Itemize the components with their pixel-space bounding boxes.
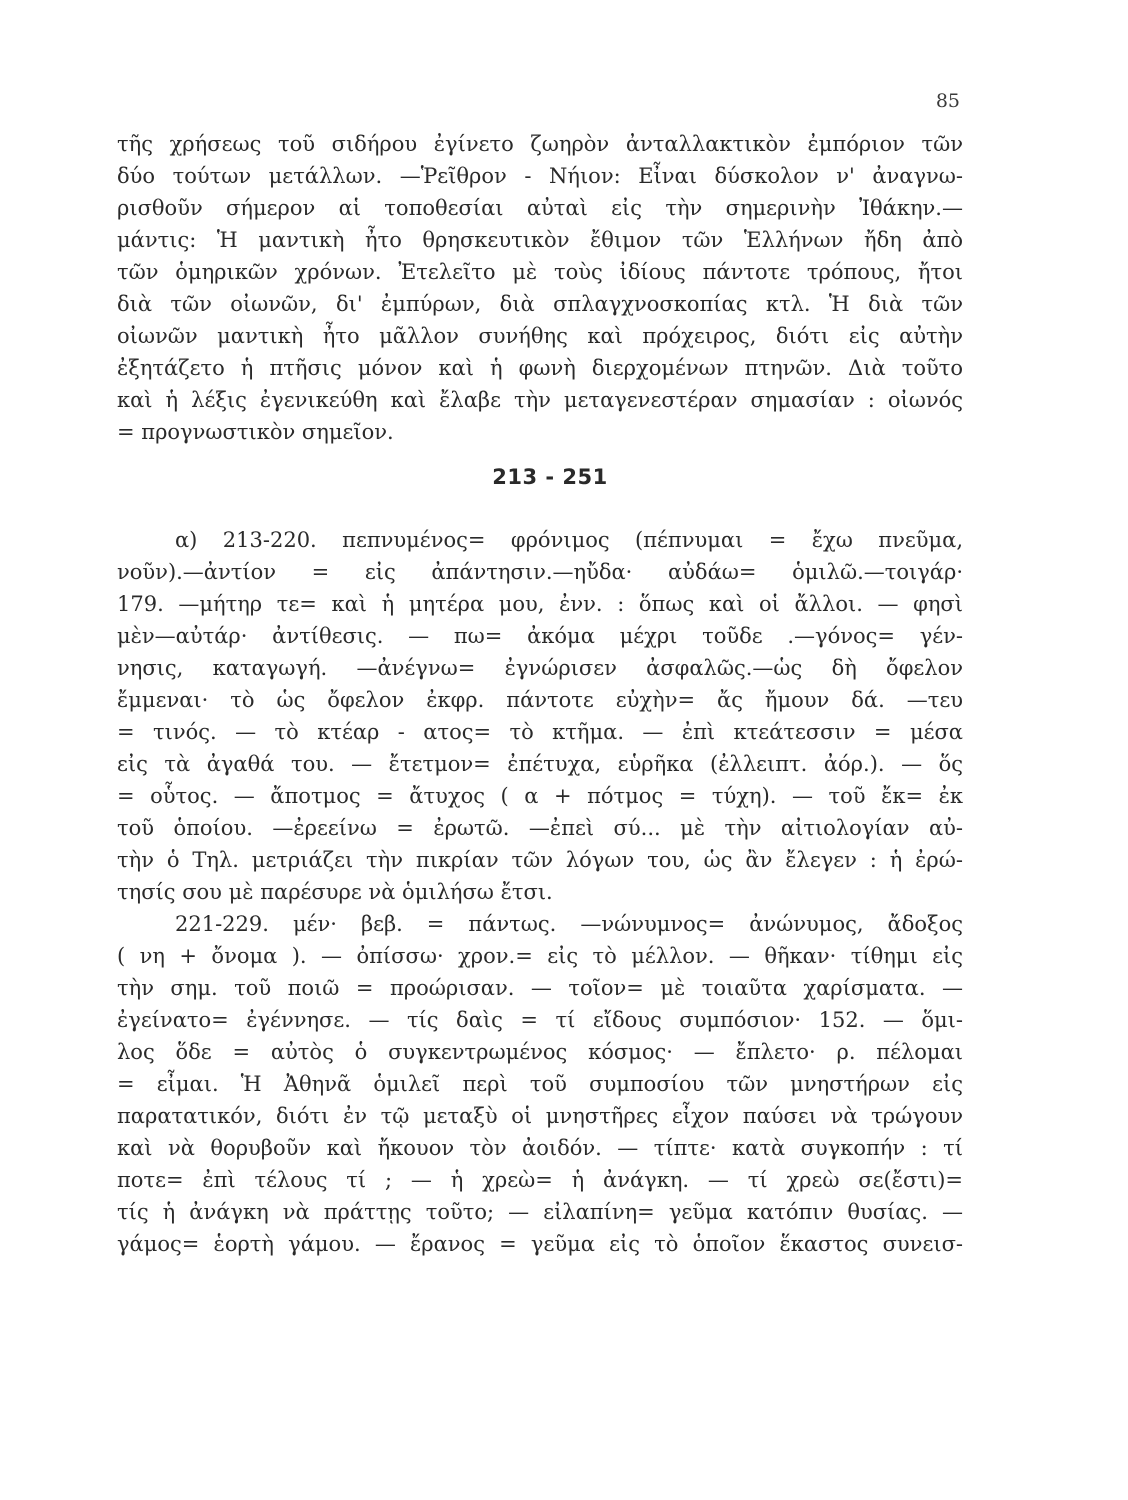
text-line: γάμος= ἑορτὴ γάμου. — ἔρανος = γεῦμα εἰς τὸ ὁποῖον ἕκαστος συνεισ- bbox=[117, 1232, 963, 1256]
text-line: τοῦ ὁποίου. —ἐρεείνω = ἐρωτῶ. —ἐπεὶ σύ... μὲ τὴν αἰτιολογίαν αὐ- bbox=[117, 816, 963, 840]
text-line: ρισθοῦν σήμερον αἱ τοποθεσίαι αὐταὶ εἰς τὴν σημερινὴν Ἰθάκην.— bbox=[117, 196, 963, 220]
text-line: 179. —μήτηρ τε= καὶ ἡ μητέρα μου, ἐνν. : ὅπως καὶ οἱ ἄλλοι. — φησὶ bbox=[117, 592, 963, 616]
text-line: ἔμμεναι· τὸ ὡς ὄφελον ἐκφρ. πάντοτε εὐχὴν= ἄς ἤμουν δά. —τευ bbox=[117, 688, 963, 712]
text-line: = εἶμαι. Ἡ Ἀθηνᾶ ὁμιλεῖ περὶ τοῦ συμποσίου τῶν μνηστήρων εἰς bbox=[117, 1072, 963, 1096]
text-line: δύο τούτων μετάλλων. —Ῥεῖθρον - Νήιον: Εἶναι δύσκολον ν' ἀναγνω- bbox=[117, 164, 963, 188]
text-line: τῆς χρήσεως τοῦ σιδήρου ἐγίνετο ζωηρὸν ἀνταλλακτικὸν ἐμπόριον τῶν bbox=[117, 132, 963, 156]
page-number: 85 bbox=[935, 90, 960, 112]
text-line: καὶ ἡ λέξις ἐγενικεύθη καὶ ἔλαβε τὴν μεταγενεστέραν σημασίαν : οἰωνός bbox=[117, 388, 963, 412]
text-line: = τινός. — τὸ κτέαρ - ατος= τὸ κτῆμα. — ἐπὶ κτεάτεσσιν = μέσα bbox=[117, 720, 963, 744]
text-line: παρατατικόν, διότι ἐν τῷ μεταξὺ οἱ μνηστῆρες εἶχον παύσει νὰ τρώγουν bbox=[117, 1104, 963, 1128]
text-line: τίς ἡ ἀνάγκη νὰ πράττῃς τοῦτο; — εἰλαπίνη= γεῦμα κατόπιν θυσίας. — bbox=[117, 1200, 963, 1224]
text-line: καὶ νὰ θορυβοῦν καὶ ἤκουον τὸν ἀοιδόν. — τίπτε· κατὰ συγκοπήν : τί bbox=[117, 1136, 963, 1160]
text-line: τὴν ὁ Τηλ. μετριάζει τὴν πικρίαν τῶν λόγων του, ὡς ἂν ἔλεγεν : ἡ ἐρώ- bbox=[117, 848, 963, 872]
text-line: ( νη + ὄνομα ). — ὀπίσσω· χρον.= εἰς τὸ μέλλον. — θῆκαν· τίθημι εἰς bbox=[117, 944, 963, 968]
paragraph-1 bbox=[117, 128, 963, 448]
text-line: τὴν σημ. τοῦ ποιῶ = προώρισαν. — τοῖον= μὲ τοιαῦτα χαρίσματα. — bbox=[117, 976, 963, 1000]
text-line: ἐξητάζετο ἡ πτῆσις μόνον καὶ ἡ φωνὴ διερχομένων πτηνῶν. Διὰ τοῦτο bbox=[117, 356, 963, 380]
text-line: νοῦν).—ἀντίον = εἰς ἀπάντησιν.—ηὔδα· αὐδάω= ὁμιλῶ.—τοιγάρ· bbox=[117, 560, 963, 584]
text-line: διὰ τῶν οἰωνῶν, δι' ἐμπύρων, διὰ σπλαγχνοσκοπίας κτλ. Ἡ διὰ τῶν bbox=[117, 292, 963, 316]
text-line: α) 213-220. πεπνυμένος= φρόνιμος (πέπνυμαι = ἔχω πνεῦμα, bbox=[175, 528, 963, 552]
text-line: νησις, καταγωγή. —ἀνέγνω= ἐγνώρισεν ἀσφαλῶς.—ὡς δὴ ὄφελον bbox=[117, 656, 963, 680]
text-line: = προγνωστικὸν σημεῖον. bbox=[117, 420, 394, 444]
text-line: 221-229. μέν· βεβ. = πάντως. —νώνυμνος= ἀνώνυμος, ἄδοξος bbox=[175, 912, 963, 936]
text-line: ἐγείνατο= ἐγέννησε. — τίς δαὶς = τί εἴδους συμπόσιον· 152. — ὅμι- bbox=[117, 1008, 963, 1032]
text-line: μὲν—αὐτάρ· ἀντίθεσις. — πω= ἀκόμα μέχρι τοῦδε .—γόνος= γέν- bbox=[117, 624, 963, 648]
section-heading: 213 - 251 bbox=[492, 465, 608, 489]
text-line: ποτε= ἐπὶ τέλους τί ; — ἡ χρεὼ= ἡ ἀνάγκη. — τί χρεὼ σε(ἔστι)= bbox=[117, 1168, 963, 1192]
page-body bbox=[117, 128, 963, 1260]
text-line: = οὗτος. — ἄποτμος = ἄτυχος ( α + πότμος = τύχη). — τοῦ ἔκ= ἐκ bbox=[117, 784, 963, 808]
text-line: λος ὅδε = αὐτὸς ὁ συγκεντρωμένος κόσμος· — ἔπλετο· ρ. πέλομαι bbox=[117, 1040, 963, 1064]
text-line: οἰωνῶν μαντικὴ ἦτο μᾶλλον συνήθης καὶ πρόχειρος, διότι εἰς αὐτὴν bbox=[117, 324, 963, 348]
text-line: τησίς σου μὲ παρέσυρε νὰ ὁμιλήσω ἔτσι. bbox=[117, 880, 553, 904]
text-line: εἰς τὰ ἀγαθά του. — ἔτετμον= ἐπέτυχα, εὑρῆκα (ἐλλειπτ. ἀόρ.). — ὅς bbox=[117, 752, 963, 776]
paragraph-2 bbox=[117, 524, 963, 908]
text-line: μάντις: Ἡ μαντικὴ ἦτο θρησκευτικὸν ἔθιμον τῶν Ἑλλήνων ἤδη ἀπὸ bbox=[117, 228, 963, 252]
text-line: τῶν ὁμηρικῶν χρόνων. Ἐτελεῖτο μὲ τοὺς ἰδίους πάντοτε τρόπους, ἤτοι bbox=[117, 260, 963, 284]
paragraph-3 bbox=[117, 908, 963, 1260]
